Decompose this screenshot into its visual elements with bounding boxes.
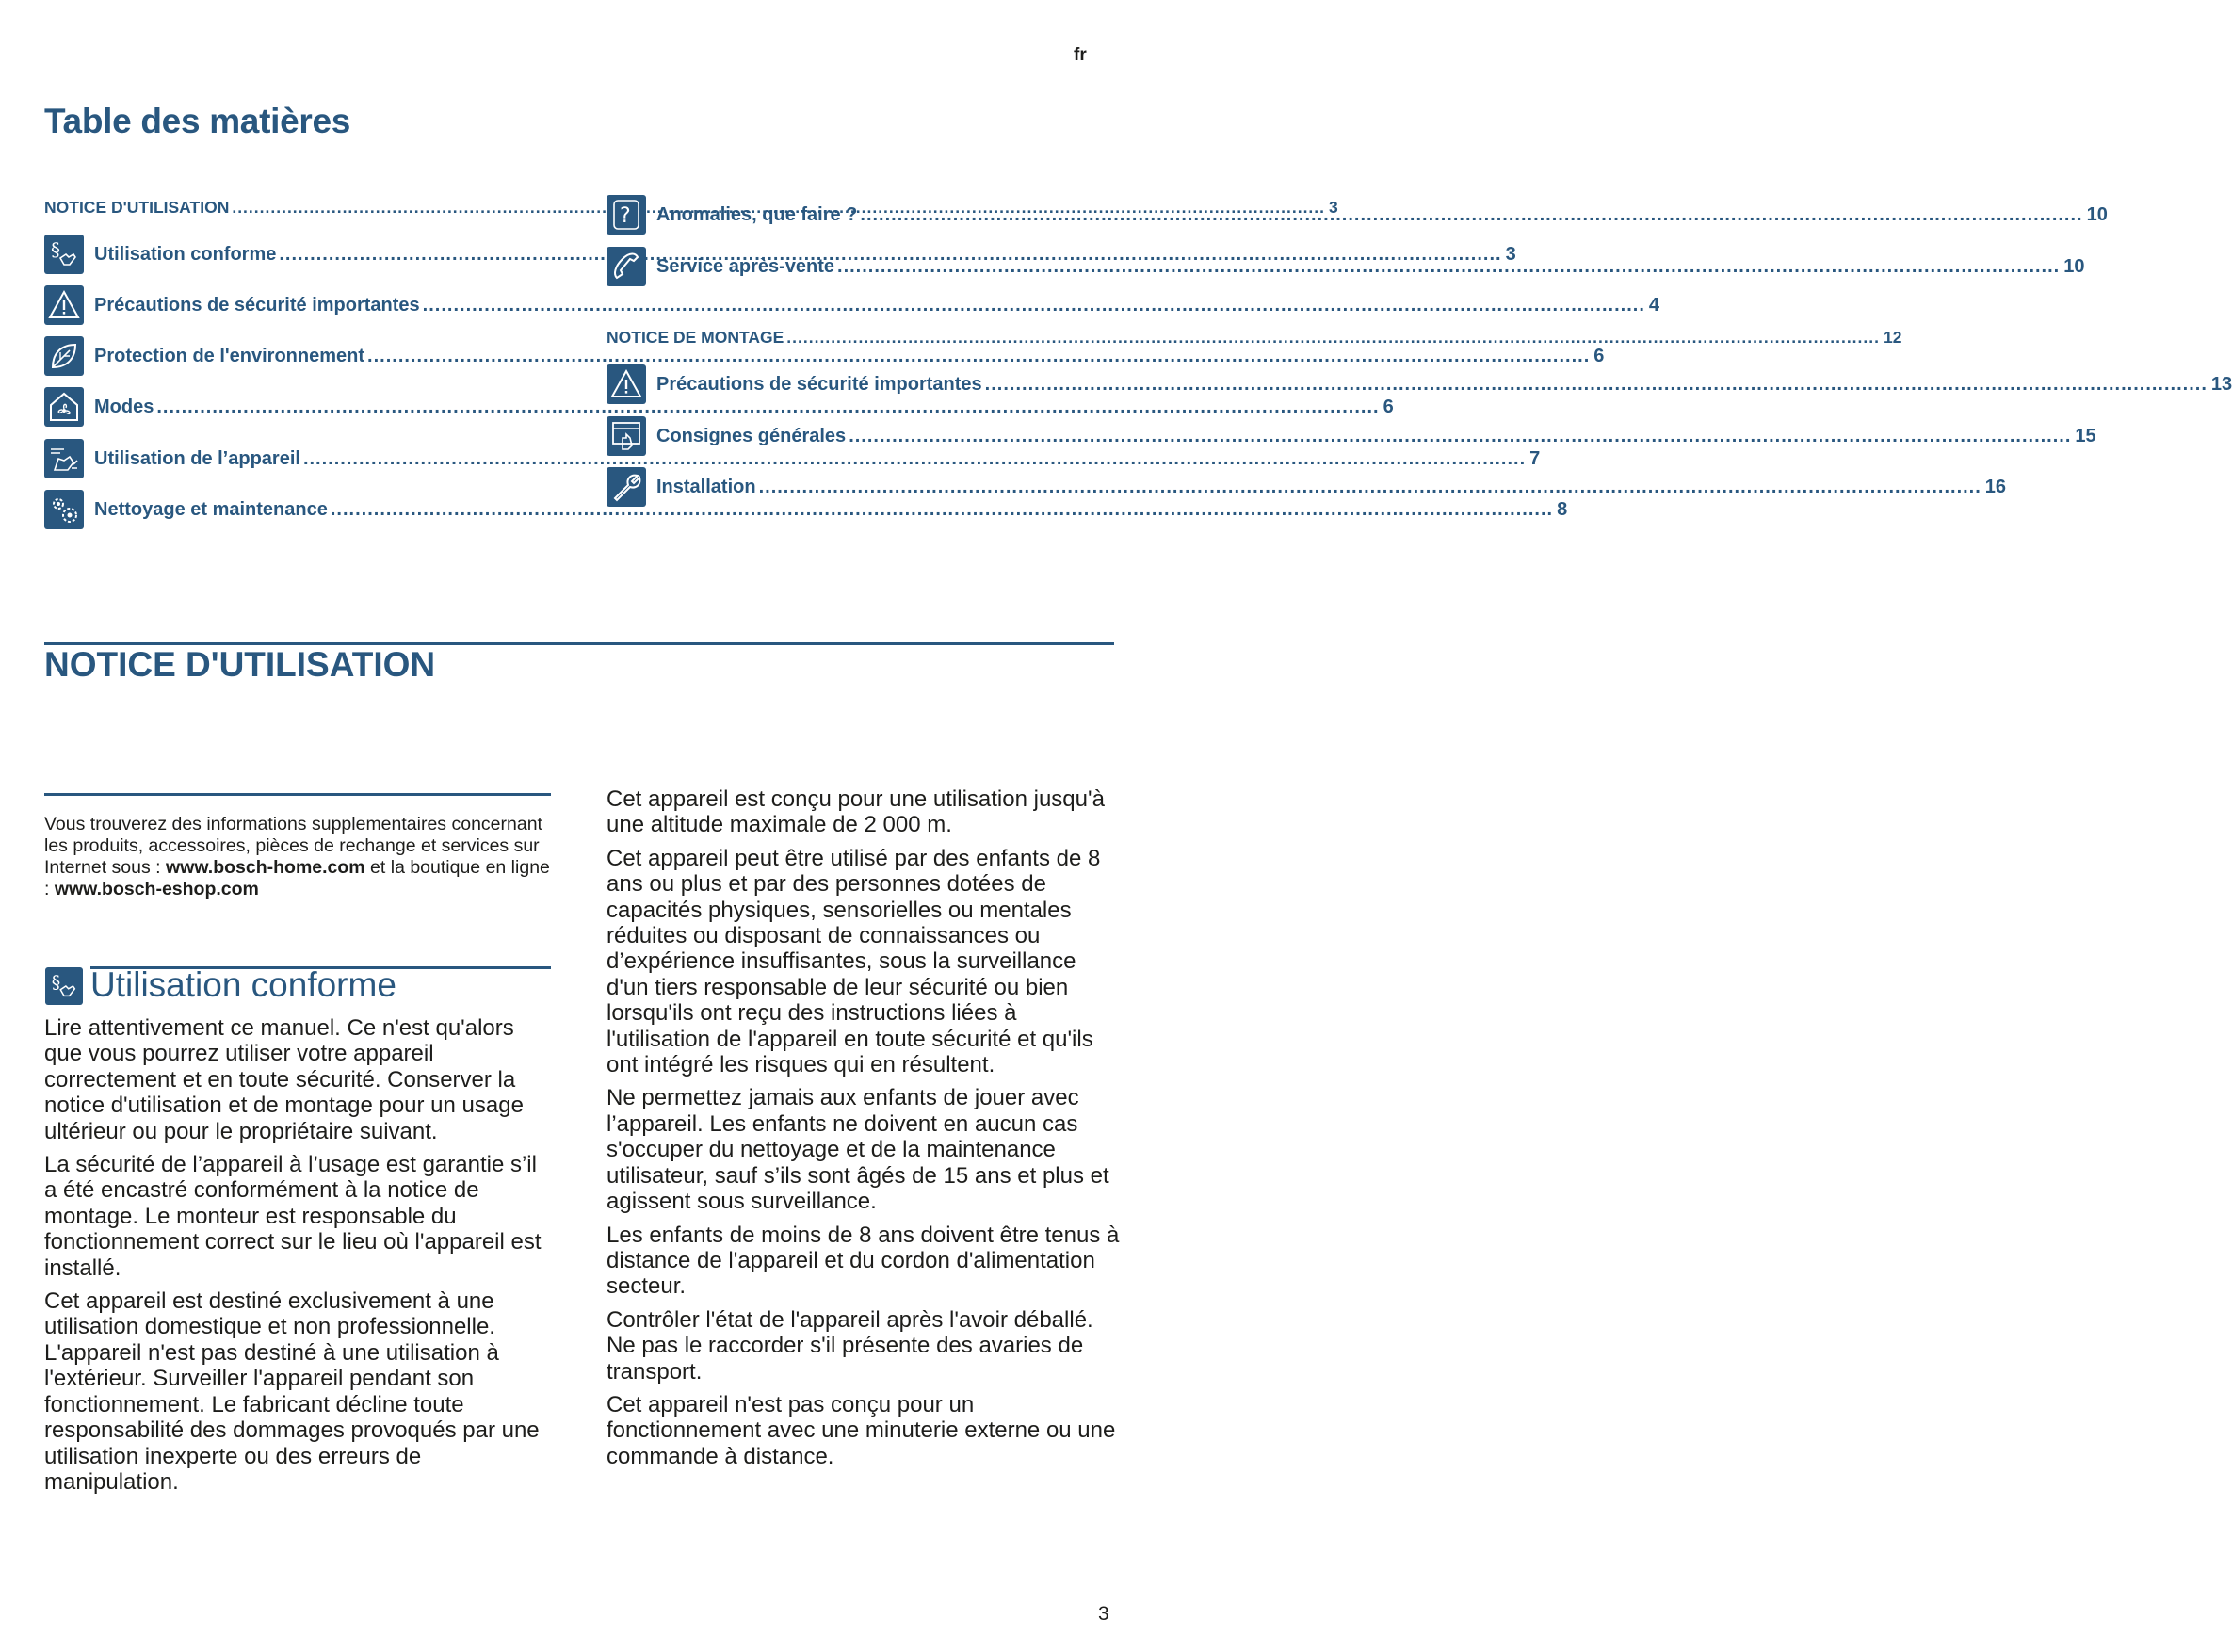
info-text-part: Vous trouverez des informations supplementaires concernant les produits, accessoires, pièces de rechange et services sur Internet sous : — [44, 814, 542, 878]
wrench-icon — [607, 467, 646, 507]
toc-page-number: 3 — [1329, 198, 1338, 217]
toc-item-label: Anomalies, que faire ? — [656, 203, 858, 225]
section-title: NOTICE D'UTILISATION — [44, 645, 436, 684]
svg-text:?: ? — [620, 204, 631, 228]
toc-leader-dots — [759, 477, 1981, 498]
toc-item-anomalies[interactable] — [607, 194, 2108, 235]
info-divider — [44, 793, 551, 796]
paragraph: La sécurité de l’appareil à l’usage est garantie s’il a été encastré conformément à la notice de montage. Le monteur est responsable du fonctionnement correct sur le lieu où l'appareil est installé. — [44, 1152, 542, 1281]
paragraph: Les enfants de moins de 8 ans doivent être tenus à distance de l'appareil et du cordon d'alimentation secteur. — [607, 1222, 1120, 1300]
page-number: 3 — [1098, 1603, 1109, 1625]
section-hand-icon — [45, 967, 83, 1005]
toc-item-nettoyage[interactable] — [44, 489, 1568, 530]
toc-page-number: 6 — [1593, 345, 1605, 366]
toc-page-number: 12 — [1884, 328, 1902, 347]
toc-item-service[interactable] — [607, 246, 2085, 287]
toc-leader-dots — [786, 328, 1880, 348]
bosch-home-link[interactable]: www.bosch-home.com — [166, 857, 365, 878]
paragraph: Contrôler l'état de l'appareil après l'avoir déballé. Ne pas le raccorder s'il présente des avaries de transport. — [607, 1306, 1093, 1385]
usage-left-column — [44, 1015, 553, 1502]
toc-item-utilisation-appareil[interactable] — [44, 438, 1541, 479]
toc-item-installation[interactable] — [607, 466, 2007, 508]
toc-page-number: 13 — [2210, 373, 2232, 395]
toc-item-label: Nettoyage et maintenance — [94, 498, 328, 520]
toc-item-precautions[interactable] — [44, 284, 1660, 326]
info-paragraph — [44, 814, 551, 900]
toc-section-montage[interactable] — [607, 328, 1902, 348]
section-hand-icon — [44, 235, 84, 274]
hand-control-icon — [44, 439, 84, 478]
toc-page-number: 10 — [2086, 203, 2108, 225]
toc-leader-dots — [860, 204, 2082, 226]
toc-item-label: Utilisation de l’appareil — [94, 447, 300, 469]
info-text-part: et la boutique en ligne : — [44, 857, 550, 899]
bosch-eshop-link[interactable]: www.bosch-eshop.com — [54, 879, 259, 899]
toc-item-label: Précautions de sécurité importantes — [656, 373, 982, 395]
toc-page-number: 15 — [2075, 425, 2096, 446]
leaf-icon — [44, 336, 84, 376]
usage-title: Utilisation conforme — [90, 965, 396, 1004]
toc-item-label: Consignes générales — [656, 425, 847, 446]
toc-item-label: Utilisation conforme — [94, 243, 277, 265]
paragraph: Cet appareil peut être utilisé par des enfants de 8 ans ou plus et par des personnes dotées de capacités physiques, sensorielles ou mentales réduites ou disposant de connaissances ou d’expérience insuffisantes, sous la surveillance d'un tiers responsable de leur sécurité ou bien lorsqu'ils ont reçu des instructions liées à l'utilisation de l'appareil en toute sécurité et qu'ils ont intégré les risques qui en résultent. — [607, 845, 1101, 1078]
language-code: fr — [1074, 45, 1087, 65]
paragraph: Cet appareil est conçu pour une utilisation jusqu'à une altitude maximale de 2 000 m. — [607, 786, 1105, 838]
warning-triangle-icon — [607, 364, 646, 404]
toc-page-number: 7 — [1529, 447, 1541, 469]
svg-text:§: § — [51, 971, 61, 993]
usage-right-column — [607, 786, 1120, 1477]
question-icon — [607, 195, 646, 235]
toc-item-precautions-montage[interactable] — [607, 364, 2232, 405]
toc-page-number: 10 — [2063, 255, 2085, 277]
toc-item-label: Précautions de sécurité importantes — [94, 294, 420, 316]
toc-item-modes[interactable] — [44, 386, 1394, 428]
paragraph: Ne permettez jamais aux enfants de jouer avec l’appareil. Les enfants ne doivent en aucun cas s'occuper du nettoyage et de la maintenance utilisateur, sauf s’ils sont âgés de 15 ans et plus et agissent sous surveillance. — [607, 1085, 1109, 1215]
house-fan-icon — [44, 387, 84, 427]
paragraph: Cet appareil est destiné exclusivement à une utilisation domestique et non professionnelle. L'appareil n'est pas destiné à une utilisation à l'extérieur. Surveiller l'appareil pendant son fonctionnement. Le fabricant décline toute responsabilité des dommages provoqués par une utilisation inexperte ou des erreurs de manipulation. — [44, 1288, 540, 1495]
toc-item-label: Protection de l'environnement — [94, 345, 365, 366]
paragraph: Cet appareil n'est pas conçu pour un fonctionnement avec une minuterie externe ou une commande à distance. — [607, 1391, 1116, 1469]
toc-section-label: NOTICE D'UTILISATION — [44, 198, 230, 217]
gears-icon — [44, 490, 84, 529]
toc-leader-dots — [985, 374, 2208, 396]
toc-item-consignes[interactable] — [607, 415, 2096, 457]
toc-leader-dots — [849, 426, 2071, 447]
toc-section-label: NOTICE DE MONTAGE — [607, 328, 784, 347]
toc-page-number: 3 — [1505, 243, 1516, 265]
toc-item-label: Modes — [94, 396, 154, 417]
toc-leader-dots — [423, 295, 1645, 316]
box-hand-icon — [607, 416, 646, 456]
page-title: Table des matières — [44, 102, 351, 140]
toc-page-number: 16 — [1984, 476, 2007, 497]
toc-leader-dots — [837, 256, 2060, 278]
toc-page-number: 4 — [1648, 294, 1660, 316]
toc-page-number: 8 — [1557, 498, 1568, 520]
toc-item-label: Service après-vente — [656, 255, 835, 277]
toc-item-label: Installation — [656, 476, 756, 497]
warning-triangle-icon — [44, 285, 84, 325]
phone-icon — [607, 247, 646, 286]
paragraph: Lire attentivement ce manuel. Ce n'est qu'alors que vous pourrez utiliser votre appareil correctement et en toute sécurité. Conserver la notice d'utilisation et de montage pour un usage ultérieur ou pour le propriétaire suivant. — [44, 1015, 524, 1144]
svg-text:§: § — [51, 238, 60, 261]
toc-page-number: 6 — [1383, 396, 1394, 417]
